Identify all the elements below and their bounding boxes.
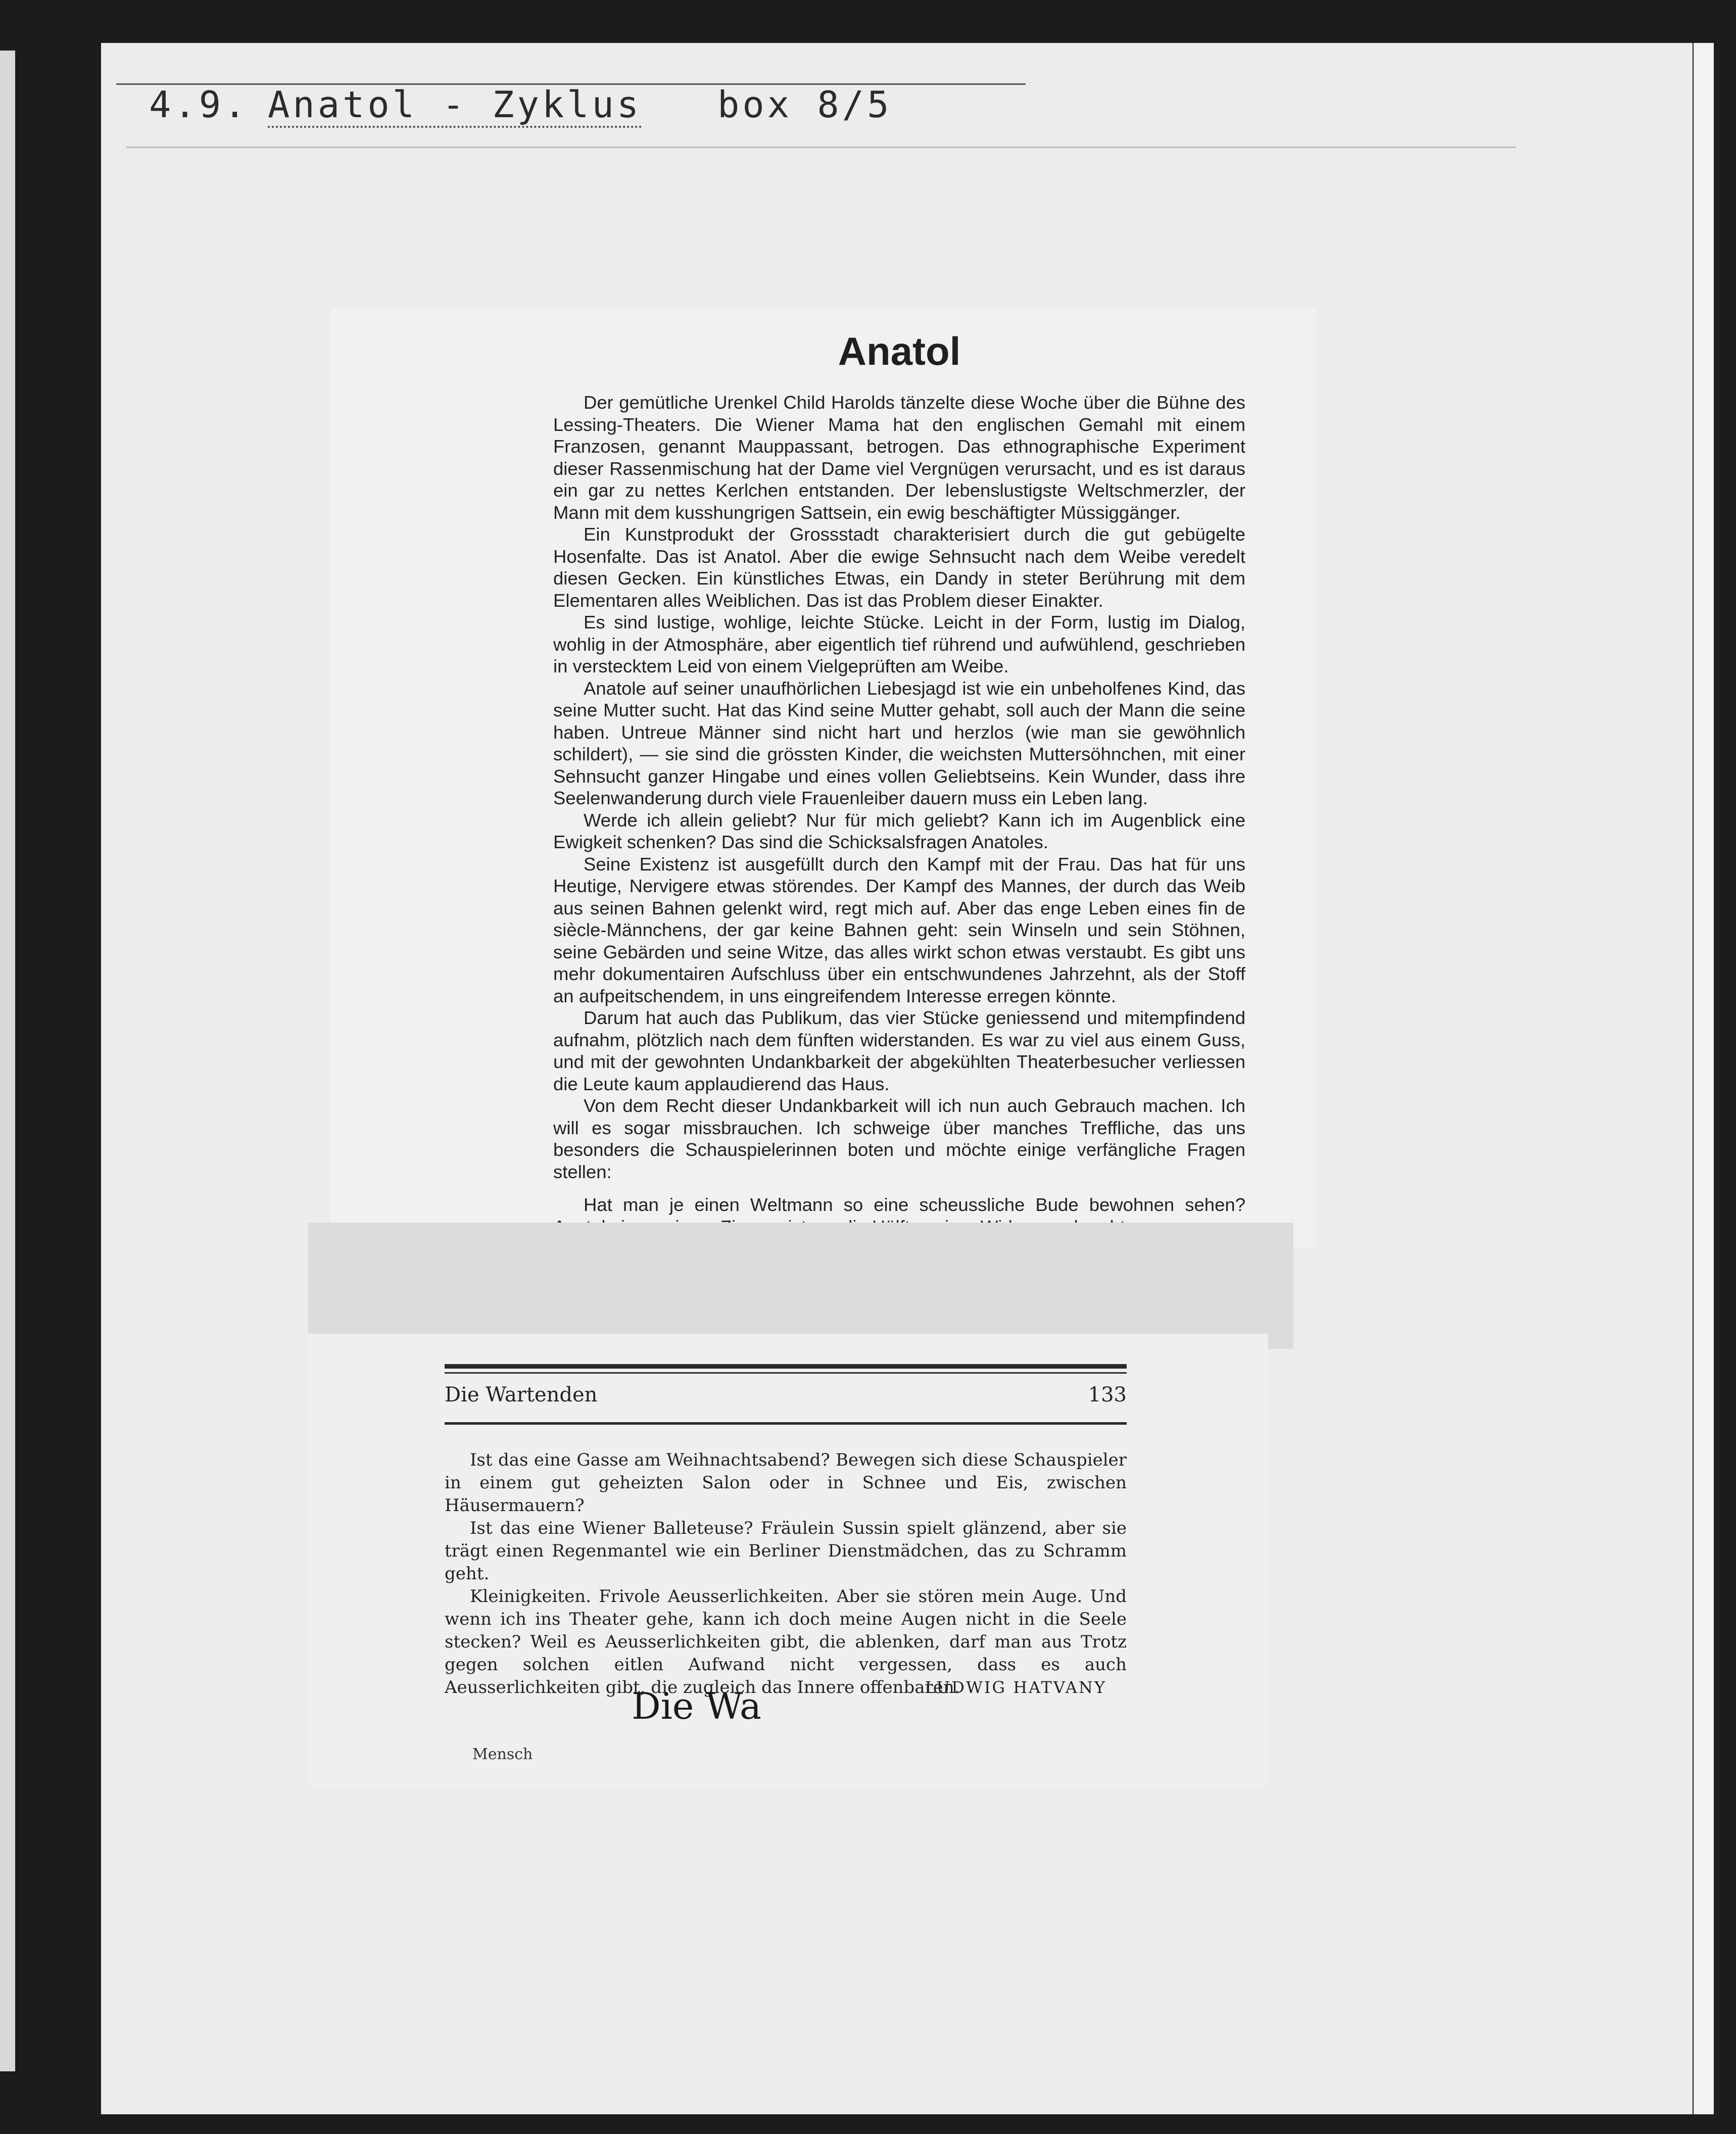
author-signature: LUDWIG HATVANY [925,1678,1106,1697]
article-paragraph: Darum hat auch das Publikum, das vier Stücke geniessend und mitempfindend aufnahm, plötzlich nach dem fünften widerstanden. Es war zu viel aus einem Guss, und mit der gewohnten Undankbarkeit der abgekühlten Theaterbesucher verliessen die Leute kaum applaudierend das Haus. [553,1007,1245,1094]
head-rule [445,1422,1127,1425]
page-number: 133 [1088,1383,1127,1406]
top-rule-thick [445,1364,1127,1369]
top-rule-thin [445,1372,1127,1374]
paper-fold-band [308,1223,1293,1349]
footer-fragment: Mensch [472,1745,533,1763]
continuation-body [445,1449,1127,1699]
continuation-paragraph: Ist das eine Wiener Balleteuse? Fräulein Sussin spielt glänzend, aber sie trägt einen Regenmantel wie ein Berliner Dienstmädchen, das zu Schramm geht. [445,1518,1127,1584]
article-paragraph: Von dem Recht dieser Undankbarkeit will ich nun auch Gebrauch machen. Ich will es sogar missbrauchen. Ich schweige über manches Treffliche, das uns besonders die Schauspielerinnen boten und möchte einige verfängliche Fragen stellen: [553,1095,1245,1182]
article-paragraph: Ein Kunstprodukt der Grossstadt charakterisiert durch die gut gebügelte Hosenfalte. Das ist Anatol. Aber die ewige Sehnsucht nach dem Weibe veredelt diesen Gecken. Ein künstliches Etwas, ein Dandy in steter Berührung mit dem Elementaren alles Weiblichen. Das ist das Problem dieser Einakter. [553,524,1245,611]
article-paragraph: Es sind lustige, wohlige, leichte Stücke. Leicht in der Form, lustig im Dialog, wohlig in der Atmosphäre, aber eigentlich tief rührend und aufwühlend, geschrieben in verstecktem Leid von einem Vielgeprüften am Weibe. [553,612,1245,676]
article-paragraph: Seine Existenz ist ausgefüllt durch den Kampf mit der Frau. Das hat für uns Heutige, Nervigere etwas störendes. Der Kampf des Mannes, der durch das Weib aus seinen Bahnen gelenkt wird, regt mich auf. Aber das enge Leben eines fin de siècle-Männchens, der gar keine Bahnen geht: sein Winseln und sein Stöhnen, seine Gebärden und seine Witze, das alles wirkt schon etwas verstaubt. Es gibt uns mehr dokumentairen Aufschluss über ein entschwundenes Jahrzehnt, als der Stoff an aufpeitschendem, in uns eingreifendem Interesse erregen könnte. [553,853,1245,1006]
adjacent-page-edge [0,51,15,2071]
masthead-fragment: Die Wa [632,1685,761,1727]
article-paragraph: Der gemütliche Urenkel Child Harolds tänzelte diese Woche über die Bühne des Lessing-Theaters. Die Wiener Mama hat den englischen Gemahl mit einem Franzosen, genannt Mauppassant, betrogen. Das ethnographische Experiment dieser Rassenmischung hat der Dame viel Vergnügen verursacht, und es ist daraus ein gar zu nettes Kerlchen entstanden. Der lebenslustigste Weltschmerzler, der Mann mit dem kusshungrigen Sattsein, ein ewig beschäftigter Müssiggänger. [553,392,1245,523]
article-title: Anatol [838,329,961,373]
continuation-paragraph: Kleinigkeiten. Frivole Aeusserlichkeiten. Aber sie stören mein Auge. Und wenn ich ins Theater gehe, kann ich doch meine Augen nicht in die Seele stecken? Weil es Aeusserlichkeiten gibt, die ablenken, darf man aus Trotz gegen solchen eitlen Aufwand nicht vergessen, dass es auch Aeusserlichkeiten gibt, die zugleich das Innere offenbaren. [445,1586,1127,1698]
article-paragraph: Anatole auf seiner unaufhörlichen Liebesjagd ist wie ein unbeholfenes Kind, das seine Mutter sucht. Hat das Kind seine Mutter gehabt, soll auch der Mann die seine haben. Untreue Männer sind nicht hart und herzlos (wie man sie gewöhnlich schildert), — sie sind die grössten Kinder, die weichsten Muttersöhnchen, mit einer Sehnsucht ganzer Hingabe und eines vollen Geliebtseins. Kein Wunder, dass ihre Seelenwanderung durch viele Frauenleiber dauern muss ein Leben lang. [553,677,1245,808]
box-number: box 8/5 [717,83,892,126]
running-head-title: Die Wartenden [445,1383,598,1406]
article-paragraph: Werde ich allein geliebt? Nur für mich geliebt? Kann ich im Augenblick eine Ewigkeit schenken? Das sind die Schicksalsfragen Anatoles. [553,809,1245,852]
running-head [445,1383,1127,1406]
sheet-right-edge [1694,43,1714,2114]
continuation-paragraph: Ist das eine Gasse am Weihnachtsabend? Bewegen sich diese Schauspieler in einem gut geheizten Salon oder in Schnee und Eis, zwischen Häusermauern? [445,1450,1127,1516]
header-underline [126,147,1516,148]
folder-title: Anatol - Zyklus [268,83,642,128]
article-paragraph: Hat man je einen Weltmann so eine scheussliche Bude bewohnen sehen? [584,1194,1245,1215]
article-body [553,392,1245,1238]
folder-code: 4.9. [149,83,249,126]
